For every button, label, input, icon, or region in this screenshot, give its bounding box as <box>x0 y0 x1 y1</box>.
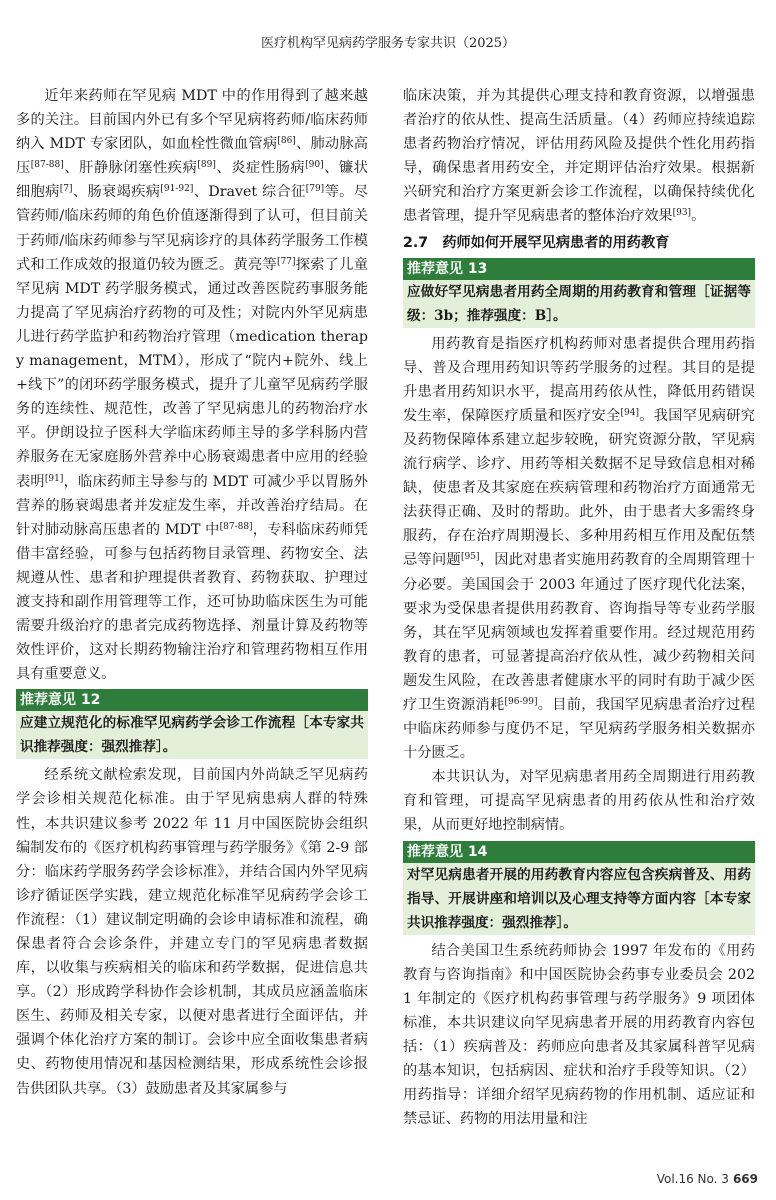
citation[interactable]: [95] <box>461 552 480 563</box>
citation[interactable]: [86] <box>277 136 296 147</box>
left-column <box>16 84 368 1101</box>
recommendation-title: 推荐意见 14 <box>403 841 755 863</box>
running-header: 医疗机构罕见病药学服务专家共识（2025） <box>260 36 516 51</box>
volume-issue: Vol.16 No. 3 <box>656 1172 729 1186</box>
citation[interactable]: [77] <box>277 256 296 267</box>
citation[interactable]: [87-88] <box>30 160 64 171</box>
right-column <box>403 84 755 1131</box>
paragraph-consultation-continued: 临床决策，并为其提供心理支持和教育资源，以增强患者治疗的依从性、提高生活质量。（4）药师应持续追踪患者药物治疗情况，评估用药风险及提供个性化用药指导，确保患者用药安全，并定期评估治疗效果。根据新兴研究和治疗方案更新会诊工作流程，以确保持续优化患者管理，提升罕见病患者的整体治疗效果[93]。 <box>403 88 755 225</box>
citation[interactable]: [91-92] <box>160 184 194 195</box>
paragraph-consensus-view: 本共识认为，对罕见病患者用药全周期进行用药教育和管理，可提高罕见病患者的用药依从性和治疗效果，从而更好地控制病情。 <box>403 769 755 834</box>
citation[interactable]: [7] <box>59 184 73 195</box>
paragraph-education-content: 结合美国卫生系统药师协会 1997 年发布的《用药教育与咨询指南》和中国医院协会药事专业委员会 2021 年制定的《医疗机构药事管理与药学服务》9 项团体标准，本共识建议向罕见病患者开展的用药教育内容包括：（1）疾病普及：药师应向患者及其家属科普罕见病的基本知识，包括病因、症状和治疗手段等知识。（2）用药指导：详细介绍罕见病药物的作用机制、适应证和禁忌证、药物的用法用量和注 <box>403 942 755 1128</box>
citation[interactable]: [91] <box>44 473 64 484</box>
recommendation-title: 推荐意见 12 <box>16 689 368 711</box>
paragraph-medication-education: 用药教育是指医疗机构药师对患者提供合理用药指导、普及合理用药知识等药学服务的过程。其目的是提升患者用药知识水平，提高用药依从性，降低用药错误发生率，保障医疗质量和医疗安全[94]。我国罕见病研究及药物保障体系建立起步较晚，研究资源分散，罕见病流行病学、诊疗、用药等相关数据不足导致信息相对稀缺，使患者及其家庭在疾病管理和药物治疗方面通常无法获得正确、及时的帮助。此外，由于患者大多需终身服药，存在治疗周期漫长、多种用药相互作用及配伍禁忌等问题[95]，因此对患者实施用药教育的全周期管理十分必要。美国国会于 2003 年通过了医疗现代化法案，要求为受保患者提供用药教育、咨询指导等专业药学服务，其在罕见病领域也发挥着重要作用。经过规范用药教育的患者，可显著提高治疗依从性，减少药物相关问题发生风险，在改善患者健康水平的同时有助于减少医疗卫生资源消耗[96-99]。目前，我国罕见病患者治疗过程中临床药师参与度仍不足，罕见病药学服务相关数据亦十分匮乏。 <box>403 335 755 762</box>
citation[interactable]: [87-88] <box>219 521 253 532</box>
page-footer <box>657 1172 758 1186</box>
paragraph-consultation-workflow: 经系统文献检索发现，目前国内外尚缺乏罕见病药学会诊相关规范化标准。由于罕见病患病人群的特殊性，本共识建议参考 2022 年 11 月中国医院协会组织编制发布的《医疗机构药事管理与药学服务》《第 2-9 部分：临床药学服务药学会诊标准》，并结合国内外罕见病诊疗循证医学实践，建立规范化标准罕见病药学会诊工作流程：（1）建议制定明确的会诊申请标准和流程，确保患者符合会诊条件，并建立专门的罕见病患者数据库，以收集与疾病相关的临床和药学数据，促进信息共享。（2）形成跨学科协作会诊机制，其成员应涵盖临床医生、药师及相关专家，以便对患者进行全面评估，并强调个体化治疗方案的制订。会诊中应全面收集患者病史、药物使用情况和基因检测结果，形成系统性会诊报告供团队共享。（3）鼓励患者及其家属参与 <box>16 767 368 1097</box>
citation[interactable]: [96-99] <box>504 696 538 707</box>
page-number: 669 <box>732 1172 758 1186</box>
citation[interactable]: [79] <box>305 184 325 195</box>
recommendation-12 <box>16 689 368 759</box>
citation[interactable]: [90] <box>305 160 324 171</box>
citation[interactable]: [89] <box>197 160 216 171</box>
recommendation-title: 推荐意见 13 <box>403 258 755 280</box>
paragraph-pharmacist-mdt-role: 近年来药师在罕见病 MDT 中的作用得到了越来越多的关注。目前国内外已有多个罕见病将药师/临床药师纳入 MDT 专家团队，如血栓性微血管病[86]、肺动脉高压[87-88]、肝静脉闭塞性疾病[89]、炎症性肠病[90]、镰状细胞病[7]、肠衰竭疾病[91-92]、Dravet 综合征[79]等。尽管药师/临床药师的角色价值逐渐得到了认可，但目前关于药师/临床药师参与罕见病诊疗的具体药学服务工作模式和工作成效的报道仍较为匮乏。黄亮等[77]探索了儿童罕见病 MDT 药学服务模式，通过改善医院药事服务能力提高了罕见病治疗药物的可及性；对院内外罕见病患儿进行药学监护和药物治疗管理（medication therapy management，MTM），形成了“院内+院外、线上+线下”的闭环药学服务模式，提升了儿童罕见病药学服务的连续性、规范性，改善了罕见病患儿的药物治疗水平。伊朗设拉子医科大学临床药师主导的多学科肠内营养服务在无家庭肠外营养中心肠衰竭患者中应用的经验表明[91]，临床药师主导参与的 MDT 可减少乎以胃肠外营养的肠衰竭患者并发症发生率，并改善治疗结局。在针对肺动脉高压患者的 MDT 中[87-88]，专科临床药师凭借丰富经验，可参与包括药物目录管理、药物安全、法规遵从性、患者和护理提供者教育、药物获取、护理过渡支持和副作用管理等工作，还可协助临床医生为可能需要升级治疗的患者完成药物选择、剂量计算及药物等效性评价，这对长期药物输注治疗和管理药物相互作用具有重要意义。 <box>16 88 368 683</box>
recommendation-14 <box>403 841 755 935</box>
recommendation-body: 对罕见病患者开展的用药教育内容应包含疾病普及、用药指导、开展讲座和培训以及心理支持等方面内容［本专家共识推荐强度：强烈推荐］。 <box>403 863 755 935</box>
citation[interactable]: [93] <box>672 208 692 219</box>
recommendation-13 <box>403 258 755 328</box>
recommendation-body: 应建立规范化的标准罕见病药学会诊工作流程［本专家共识推荐强度：强烈推荐］。 <box>16 711 368 759</box>
recommendation-body: 应做好罕见病患者用药全周期的用药教育和管理［证据等级：3b；推荐强度：B］。 <box>403 280 755 328</box>
section-heading-2-7: 2.7 药师如何开展罕见病患者的用药教育 <box>403 234 670 251</box>
citation[interactable]: [94] <box>620 407 639 418</box>
